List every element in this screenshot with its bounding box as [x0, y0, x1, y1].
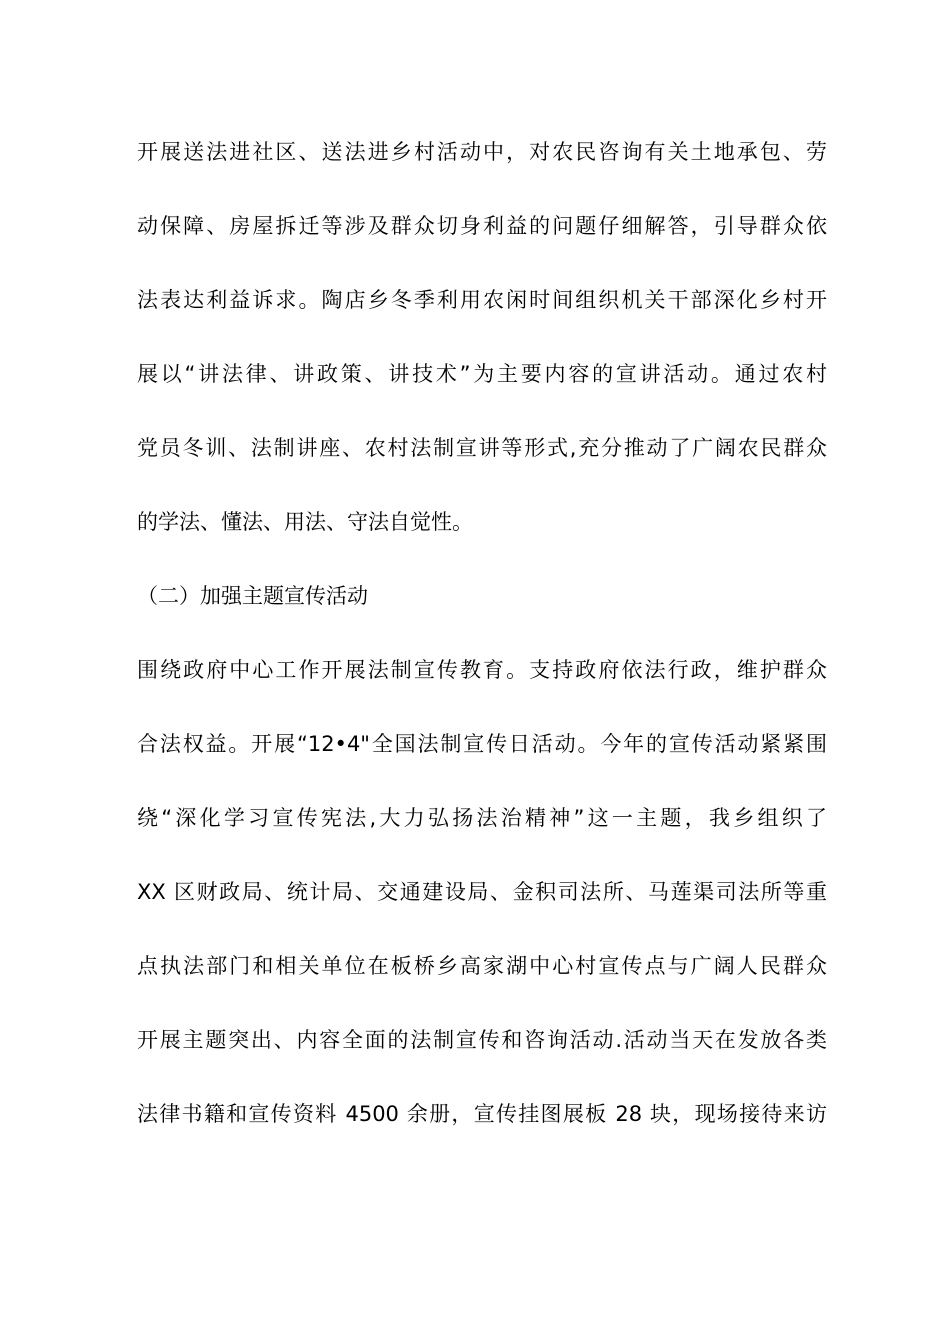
paragraph-line: 党员冬训、法制讲座、农村法制宣讲等形式,充分推动了广阔农民群众 [137, 436, 827, 460]
paragraph-line: 法表达利益诉求。陶店乡冬季利用农闲时间组织机关干部深化乡村开 [137, 288, 827, 312]
paragraph-line: 合法权益。开展“12•4"全国法制宣传日活动。今年的宣传活动紧紧围 [137, 732, 827, 756]
paragraph-line: 的学法、懂法、用法、守法自觉性。 [137, 510, 473, 534]
paragraph-line: 绕“深化学习宣传宪法,大力弘扬法治精神”这一主题，我乡组织了 [137, 806, 827, 830]
paragraph-line: 法律书籍和宣传资料 4500 余册，宣传挂图展板 28 块，现场接待来访 [137, 1102, 827, 1126]
paragraph-line: 开展送法进社区、送法进乡村活动中，对农民咨询有关土地承包、劳 [137, 140, 827, 164]
paragraph-line: 点执法部门和相关单位在板桥乡高家湖中心村宣传点与广阔人民群众 [137, 954, 827, 978]
paragraph-line: 围绕政府中心工作开展法制宣传教育。支持政府依法行政，维护群众 [137, 658, 827, 682]
paragraph-line: 开展主题突出、内容全面的法制宣传和咨询活动.活动当天在发放各类 [137, 1028, 827, 1052]
section-heading: （二）加强主题宣传活动 [137, 584, 368, 608]
document-body [137, 140, 827, 1176]
paragraph-line: 展以“讲法律、讲政策、讲技术”为主要内容的宣讲活动。通过农村 [137, 362, 827, 386]
paragraph-line: 动保障、房屋拆迁等涉及群众切身利益的问题仔细解答，引导群众依 [137, 214, 827, 238]
paragraph-line: XX 区财政局、统计局、交通建设局、金积司法所、马莲渠司法所等重 [137, 880, 827, 904]
